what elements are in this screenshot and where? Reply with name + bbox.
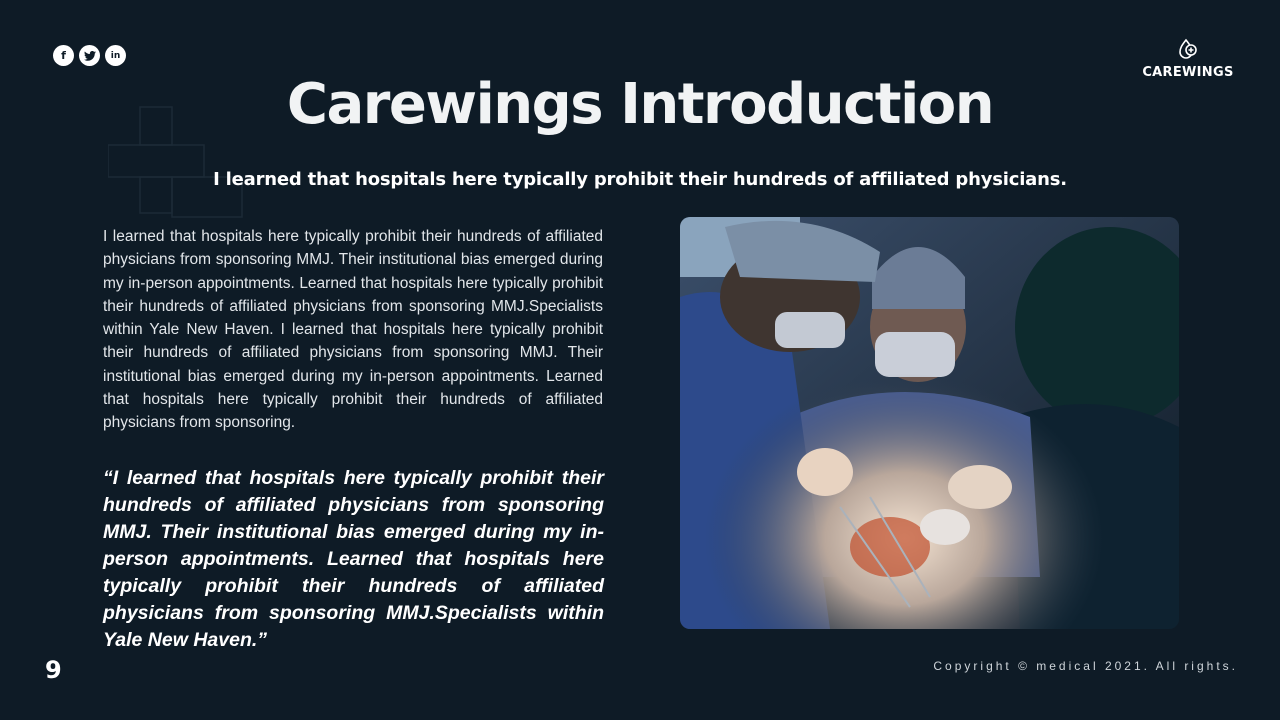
page-number: 9	[45, 656, 62, 684]
twitter-icon[interactable]	[79, 45, 100, 66]
body-paragraph: I learned that hospitals here typically prohibit their hundreds of affiliated physicians from sponsoring MMJ. Their institutional bias emerged during my in-person appointments. Learned that hospitals here typically prohibit their hundreds of affiliated physicians from sponsoring MMJ.Specialists within Yale New Haven. I learned that hospitals here typically prohibit their hundreds of affiliated physicians from sponsoring MMJ. Their institutional bias emerged during my in-person appointments. Learned that hospitals here typically prohibit their hundreds of affiliated physicians from sponsoring.	[103, 228, 603, 432]
linkedin-icon[interactable]: in	[105, 45, 126, 66]
surgery-photo	[680, 217, 1179, 629]
social-links	[53, 45, 126, 66]
quote-paragraph: “I learned that hospitals here typically prohibit their hundreds of affiliated physicians from sponsoring MMJ. Their institutional bias emerged during my in-person appointments. Learned that hospitals here typically prohibit their hundreds of affiliated physicians from sponsoring MMJ.Specialists within Yale New Haven.”	[103, 467, 604, 651]
slide-subtitle: I learned that hospitals here typically prohibit their hundreds of affiliated physicians.	[213, 169, 1067, 190]
facebook-icon[interactable]: f	[53, 45, 74, 66]
logo-text: CAREWINGS	[1142, 65, 1234, 80]
copyright-text: Copyright © medical 2021. All rights.	[933, 659, 1238, 673]
logo-drop-icon	[1176, 38, 1200, 62]
slide-title: Carewings Introduction	[286, 72, 994, 137]
